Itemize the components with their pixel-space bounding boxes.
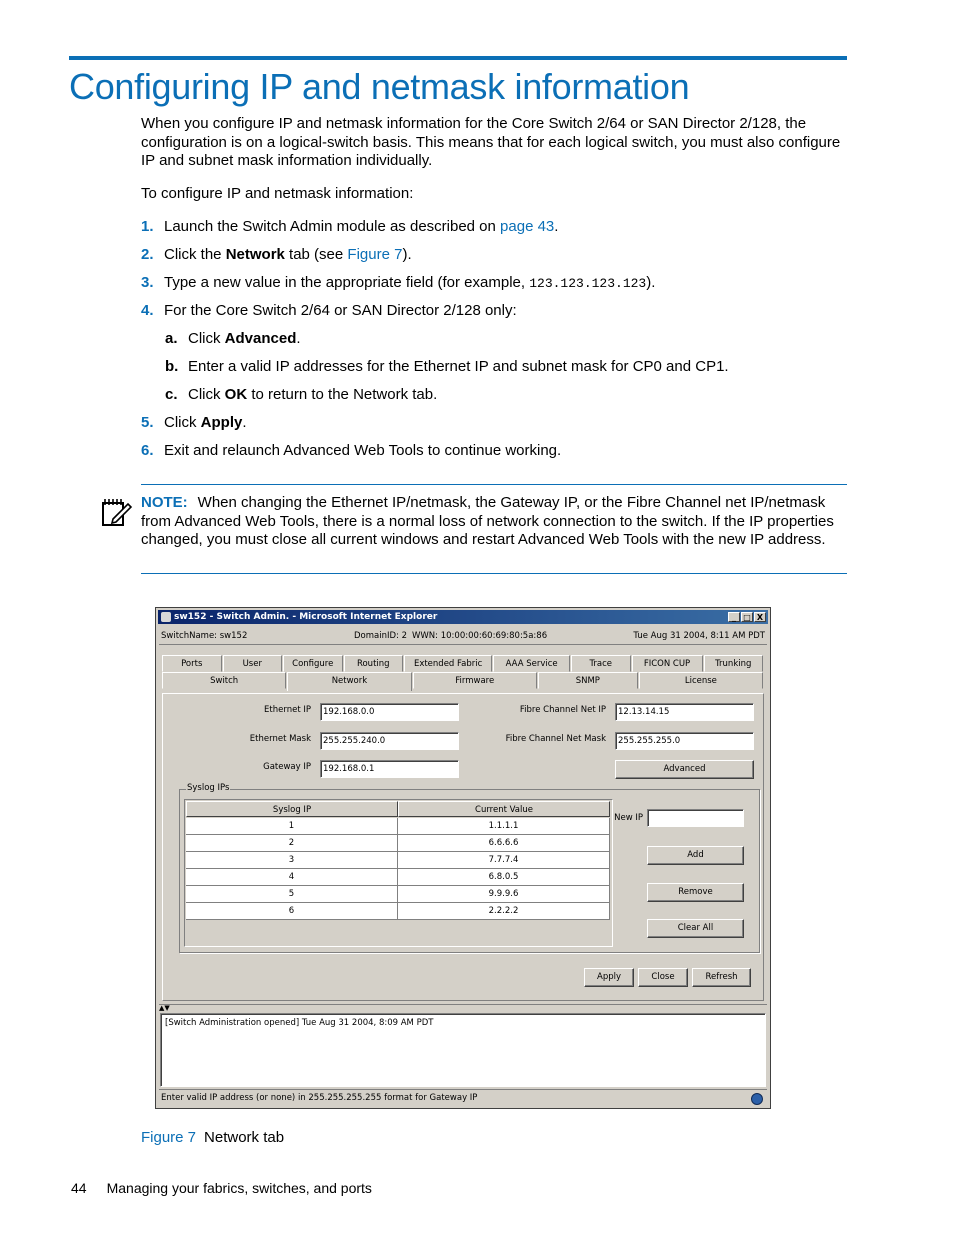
clear-all-button[interactable]: Clear All <box>647 919 744 938</box>
tab-configure[interactable]: Configure <box>283 655 343 672</box>
minimize-button[interactable]: _ <box>728 612 740 622</box>
ethernet-mask-field[interactable]: 255.255.240.0 <box>320 732 459 750</box>
remove-button[interactable]: Remove <box>647 883 744 902</box>
syslog-group-title: Syslog IPs <box>187 783 230 793</box>
tab-snmp[interactable]: SNMP <box>538 672 638 689</box>
intro-paragraph: When you configure IP and netmask information for the Core Switch 2/64 or SAN Director 2/128, the configuration is on a logical-switch basis. This means that for each logical switch, you must also configure IP and subnet mask information individually. <box>141 115 841 169</box>
page-number: 44 <box>71 1180 87 1196</box>
syslog-table <box>184 799 613 947</box>
example-ip: 123.123.123.123 <box>529 276 647 291</box>
advanced-button[interactable]: Advanced <box>615 760 754 779</box>
globe-icon <box>751 1093 763 1105</box>
tab-ficon-cup[interactable]: FICON CUP <box>632 655 703 672</box>
close-window-button[interactable]: X <box>754 612 766 622</box>
table-row[interactable]: 6 2.2.2.2 <box>186 903 610 920</box>
domain-id: DomainID: 2 <box>354 631 408 641</box>
tab-user[interactable]: User <box>223 655 283 672</box>
step-4: 4. For the Core Switch 2/64 or SAN Director 2/128 only: <box>141 302 517 319</box>
footer-title: Managing your fabrics, switches, and ports <box>106 1180 372 1196</box>
gateway-ip-label: Gateway IP <box>263 762 311 772</box>
switch-info-bar <box>159 628 767 645</box>
tab-extended-fabric[interactable]: Extended Fabric <box>404 655 492 672</box>
table-row[interactable]: 4 6.8.0.5 <box>186 869 610 886</box>
step-2: 2. Click the Network tab (see Figure 7). <box>141 246 412 263</box>
ethernet-ip-field[interactable]: 192.168.0.0 <box>320 703 459 721</box>
window-titlebar: sw152 - Switch Admin. - Microsoft Internet Explorer _ □ X <box>158 610 768 624</box>
status-text: Enter valid IP address (or none) in 255.255.255.255 format for Gateway IP <box>161 1093 478 1103</box>
splitter-arrows-icon[interactable]: ▲▼ <box>159 1004 170 1012</box>
switch-admin-window <box>155 607 771 1109</box>
col-syslog-ip[interactable]: Syslog IP <box>186 801 398 817</box>
splitter-handle[interactable] <box>159 1004 767 1012</box>
tab-trace[interactable]: Trace <box>571 655 631 672</box>
tabs-back-row <box>162 655 764 672</box>
new-ip-label: New IP <box>614 813 643 823</box>
table-row[interactable]: 3 7.7.7.4 <box>186 852 610 869</box>
date-time: Tue Aug 31 2004, 8:11 AM PDT <box>633 631 765 641</box>
maximize-button[interactable]: □ <box>741 612 753 622</box>
top-rule <box>69 56 847 60</box>
table-row[interactable]: 1 1.1.1.1 <box>186 818 610 835</box>
refresh-button[interactable]: Refresh <box>692 968 751 987</box>
new-ip-field[interactable] <box>647 809 744 827</box>
apply-button[interactable]: Apply <box>584 968 634 987</box>
fc-net-mask-label: Fibre Channel Net Mask <box>505 734 606 744</box>
ethernet-mask-label: Ethernet Mask <box>249 734 311 744</box>
tab-routing[interactable]: Routing <box>344 655 404 672</box>
tab-network[interactable]: Network <box>287 672 411 691</box>
step-6: 6. Exit and relaunch Advanced Web Tools to continue working. <box>141 442 562 459</box>
step-4b: b. Enter a valid IP addresses for the Ethernet IP and subnet mask for CP0 and CP1. <box>165 358 729 375</box>
tab-ports[interactable]: Ports <box>162 655 222 672</box>
tab-trunking[interactable]: Trunking <box>704 655 764 672</box>
status-bar <box>159 1089 767 1106</box>
gateway-ip-field[interactable]: 192.168.0.1 <box>320 760 459 778</box>
page-title: Configuring IP and netmask information <box>69 66 690 107</box>
tabs-front-row <box>162 672 764 689</box>
note-icon <box>101 495 133 527</box>
figure-7-link[interactable]: Figure 7 <box>347 246 403 263</box>
figure-caption: Figure 7 Network tab <box>141 1129 285 1146</box>
lead-paragraph: To configure IP and netmask information: <box>141 185 414 202</box>
syslog-table-header <box>186 801 610 817</box>
tab-license[interactable]: License <box>639 672 763 689</box>
step-3: 3. Type a new value in the appropriate field (for example, 123.123.123.123). <box>141 274 656 291</box>
switch-name: SwitchName: sw152 <box>161 631 248 641</box>
col-current-value[interactable]: Current Value <box>398 801 610 817</box>
page-footer <box>71 1180 372 1196</box>
ie-icon <box>161 612 171 622</box>
note-paragraph: NOTE: When changing the Ethernet IP/netmask, the Gateway IP, or the Fibre Channel net IP/netmask from Advanced Web Tools, there is a normal loss of network connection to the switch. If the IP properties changed, you must close all current windows and restart Advanced Web Tools with the new IP address. <box>141 494 834 548</box>
fc-net-mask-field[interactable]: 255.255.255.0 <box>615 732 754 750</box>
fc-net-ip-label: Fibre Channel Net IP <box>519 705 606 715</box>
tab-aaa-service[interactable]: AAA Service <box>493 655 570 672</box>
procedure-steps <box>141 218 847 470</box>
network-panel <box>162 693 764 1001</box>
log-area[interactable]: [Switch Administration opened] Tue Aug 31 2004, 8:09 AM PDT <box>160 1013 766 1087</box>
tab-firmware[interactable]: Firmware <box>413 672 537 689</box>
step-5: 5. Click Apply. <box>141 414 247 431</box>
page-43-link[interactable]: page 43 <box>500 218 555 235</box>
add-button[interactable]: Add <box>647 846 744 865</box>
ethernet-ip-label: Ethernet IP <box>264 705 311 715</box>
syslog-group <box>179 783 760 953</box>
wwn: WWN: 10:00:00:60:69:80:5a:86 <box>412 631 548 641</box>
tab-switch[interactable]: Switch <box>162 672 286 689</box>
note-bottom-rule <box>141 573 847 574</box>
close-button[interactable]: Close <box>638 968 688 987</box>
step-4a: a. Click Advanced. <box>165 330 301 347</box>
table-row[interactable]: 2 6.6.6.6 <box>186 835 610 852</box>
fc-net-ip-field[interactable]: 12.13.14.15 <box>615 703 754 721</box>
note-top-rule <box>141 484 847 485</box>
step-4c: c. Click OK to return to the Network tab. <box>165 386 438 403</box>
table-row[interactable]: 5 9.9.9.6 <box>186 886 610 903</box>
step-1: 1. Launch the Switch Admin module as described on page 43. <box>141 218 559 235</box>
